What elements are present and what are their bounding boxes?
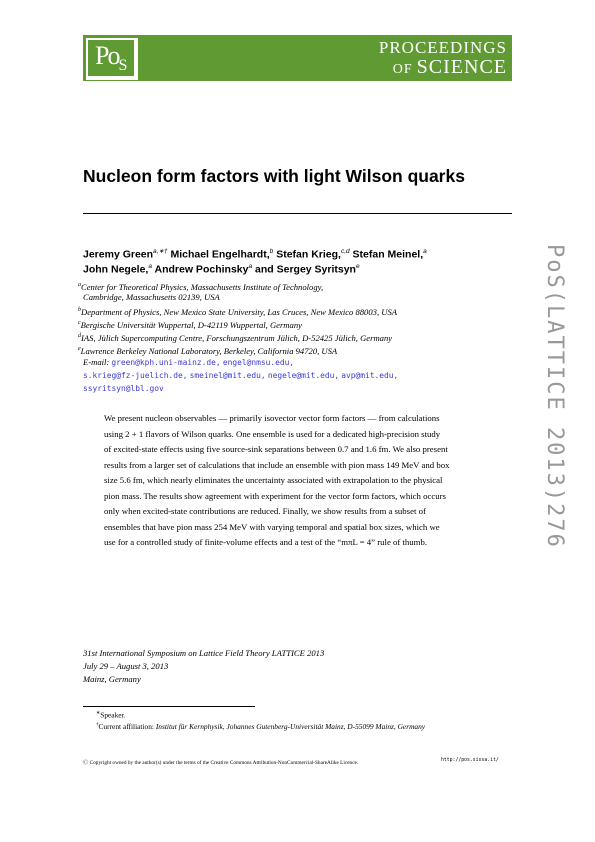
footnote-text: Institut für Kernphysik, Johannes Gutenberg-Universität Mainz, D-55099 Mainz, Germany (155, 722, 426, 731)
email-link[interactable]: smeinel@mit.edu, (189, 371, 266, 380)
email-link[interactable]: engel@nmsu.edu, (222, 358, 295, 367)
pos-logo-main: Po (95, 41, 119, 70)
license-url[interactable]: http://pos.sissa.it/ (441, 758, 499, 763)
abstract-line: only when excited-state contributions are reduced. Finally, we show results from a subset of (104, 506, 426, 516)
author-mark: e (355, 263, 360, 270)
abstract-line: use for a controlled study of finite-volume effects and a test of the “mπL = 4” rule of thumb. (104, 537, 428, 547)
author-mark: c,d (340, 248, 350, 255)
email-link[interactable]: ssyritsyn@lbl.gov (83, 384, 164, 393)
affiliation-mark: c (78, 320, 81, 326)
conference-location: Mainz, Germany (83, 674, 141, 684)
license-text: Ⓒ Copyright owned by the author(s) under the terms of the Creative Commons Attribution-NonCommercial-ShareAlike Licence. (83, 760, 359, 766)
abstract-line: We present nucleon observables — primarily isovector vector form factors — from calculations (104, 413, 440, 423)
publisher-line1: PROCEEDINGS (378, 38, 507, 57)
pos-side-stamp: PoS(LATTICE 2013)276 (542, 244, 567, 549)
author-name: and Sergey Syritsyn (255, 263, 356, 276)
author-line-1 (83, 247, 427, 261)
abstract-line: size 5.6 fm, which nearly eliminates the uncertainty associated with extrapolation to the physical (104, 475, 443, 485)
publisher-science: SCIENCE (416, 56, 507, 78)
abstract-line: ensembles that have pion mass 254 MeV with varying temporal and spatial box sizes, which we (104, 521, 440, 532)
author-name: Stefan Meinel, (352, 248, 424, 261)
email-line-3 (83, 383, 164, 394)
author-name: John Negele, (83, 263, 149, 276)
affiliation-text: IAS, Jülich Supercomputing Centre, Forschungszentrum Jülich, D-52425 Jülich, Germany (81, 332, 393, 343)
affiliation-mark: e (78, 346, 81, 352)
affiliation (78, 280, 323, 292)
affiliation (78, 331, 392, 343)
affiliation (78, 344, 337, 356)
author-mark: a (423, 248, 427, 255)
paper-title: Nucleon form factors with light Wilson quarks (83, 166, 465, 186)
footnote-text: Speaker. (100, 710, 126, 720)
author-name: Jeremy Green (83, 248, 154, 261)
affiliation (78, 305, 397, 317)
email-link[interactable]: s.krieg@fz-juelich.de, (83, 371, 188, 380)
abstract-line: using 2 + 1 flavors of Wilson quarks. One ensemble is used for a dedicated high-precision study (104, 428, 441, 439)
conference-dates: July 29 – August 3, 2013 (83, 661, 169, 671)
author-line-2 (83, 263, 360, 276)
email-line-1 (83, 357, 294, 368)
abstract-line: of excited-state effects using five source-sink separations between 0.7 and 1.6 fm. We also present (104, 444, 448, 454)
email-label: E-mail: (83, 357, 110, 367)
footnote-speaker (96, 710, 125, 719)
publisher-line2 (393, 56, 507, 79)
affiliation (78, 318, 302, 330)
title-divider (83, 213, 512, 214)
author-name: Andrew Pochinsky (154, 263, 249, 276)
author-mark: a (148, 263, 152, 270)
affiliation-text: Department of Physics, New Mexico State University, Las Cruces, New Mexico 88003, USA (81, 306, 398, 317)
affiliation (83, 292, 220, 302)
affiliation-mark: a (78, 282, 81, 288)
author-name: Michael Engelhardt, (170, 248, 270, 261)
abstract-line: results from a larger set of calculations that include an ensemble with pion mass 149 MeV and box (104, 459, 450, 470)
conference-name: 31st International Symposium on Lattice Field Theory LATTICE 2013 (83, 648, 325, 658)
author-mark: a,∗† (153, 248, 168, 255)
affiliation-mark: d (78, 333, 81, 339)
footnote-affiliation (96, 722, 425, 731)
pos-logo-sub: S (118, 57, 126, 74)
footnote-prefix: Current affiliation: (98, 722, 156, 731)
email-link[interactable]: avp@mit.edu, (341, 371, 399, 380)
author-mark: a (248, 263, 253, 270)
pos-logo-text (95, 41, 125, 75)
footnote-mark: † (96, 722, 99, 728)
email-link[interactable]: green@kph.uni-mainz.de, (111, 358, 221, 367)
affiliation-text: Cambridge, Massachusetts 02139, USA (83, 292, 220, 302)
affiliation-text: Bergische Universität Wuppertal, D-42119 Wuppertal, Germany (80, 319, 302, 330)
footnote-mark: ∗ (96, 711, 101, 716)
affiliation-mark: b (78, 307, 81, 313)
email-line-2 (83, 370, 398, 381)
abstract-line: pion mass. The results show agreement with experiment for the vector form factors, which occurs (104, 490, 446, 501)
footnote-divider (83, 706, 255, 707)
abstract (104, 411, 490, 551)
affiliation-text: Center for Theoretical Physics, Massachusetts Institute of Technology, (81, 281, 324, 292)
author-name: Stefan Krieg, (276, 248, 341, 261)
email-link[interactable]: negele@mit.edu, (267, 371, 340, 380)
publisher-of: OF (392, 62, 413, 77)
author-mark: b (269, 248, 274, 255)
affiliation-text: Lawrence Berkeley National Laboratory, Berkeley, California 94720, USA (80, 345, 338, 356)
